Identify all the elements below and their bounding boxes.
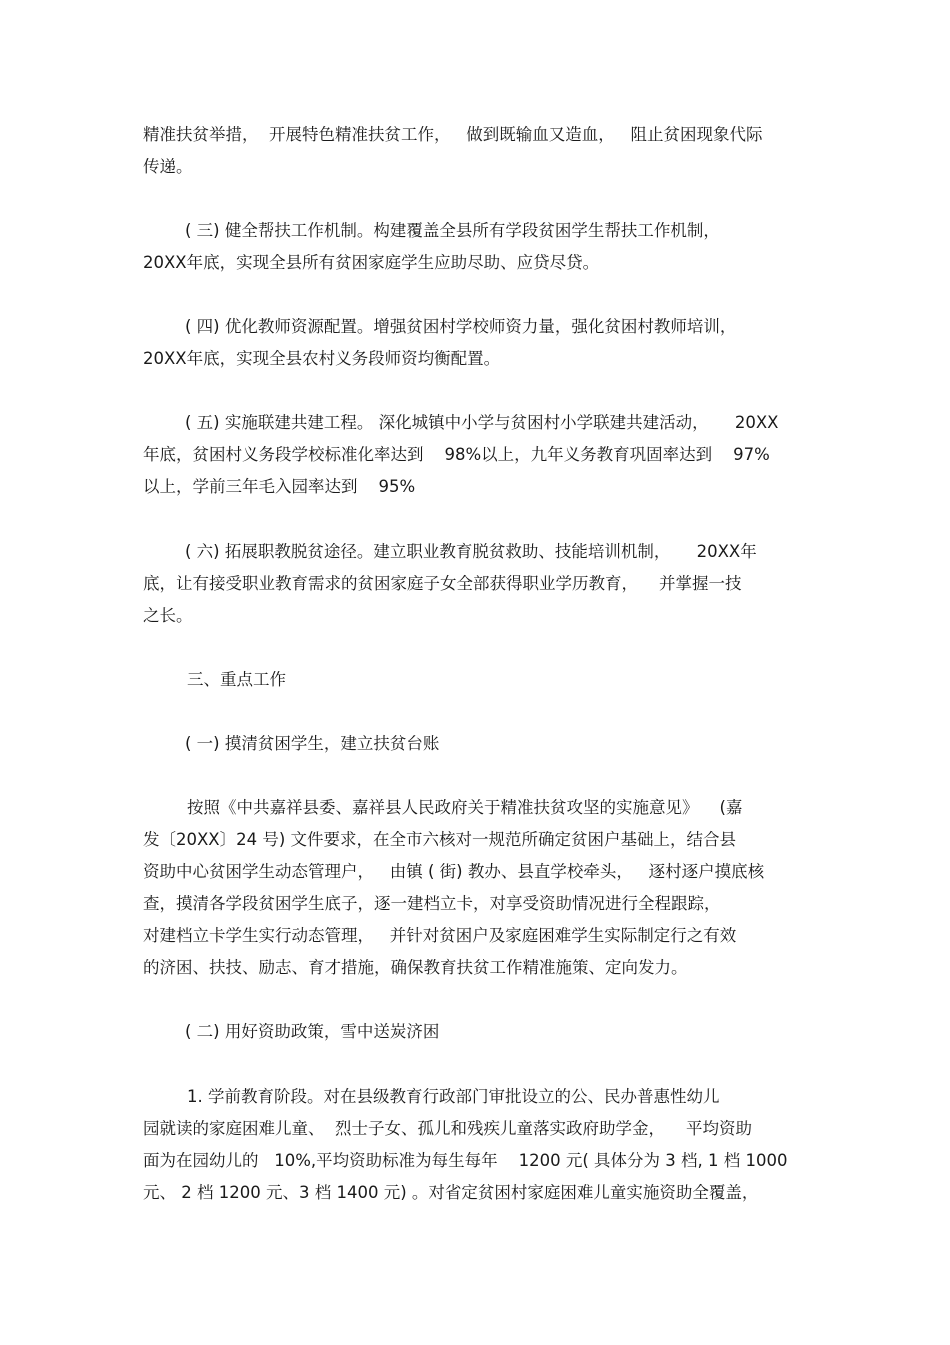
paragraph-line: 资助中心贫困学生动态管理户， 由镇 ( 街) 教办、县直学校牵头， 逐村逐户摸底核 [143,862,765,881]
paragraph-line: 查，摸清各学段贫困学生底子，逐一建档立卡，对享受资助情况进行全程跟踪， [143,894,721,913]
paragraph-line: ( 三) 健全帮扶工作机制。构建覆盖全县所有学段贫困学生帮扶工作机制， [185,221,720,240]
paragraph-line: 传递。 [143,157,193,176]
paragraph-line: 元、 2 档 1200 元、3 档 1400 元) 。对省定贫困村家庭困难儿童实施资助全覆盖， [143,1183,759,1202]
paragraph-line: 的济困、扶技、励志、育才措施，确保教育扶贫工作精准施策、定向发力。 [143,958,688,977]
paragraph-line: 底，让有接受职业教育需求的贫困家庭子女全部获得职业学历教育， 并掌握一技 [143,574,742,593]
paragraph-line: ( 五) 实施联建共建工程。 深化城镇中小学与贫困村小学联建共建活动， 20XX [185,413,779,432]
subsection-heading: ( 一) 摸清贫困学生，建立扶贫台账 [185,734,440,753]
section-heading: 三、重点工作 [187,670,286,689]
paragraph-line: 以上，学前三年毛入园率达到 95% [143,477,416,496]
paragraph-line: 对建档立卡学生实行动态管理， 并针对贫困户及家庭困难学生实际制定行之有效 [143,926,737,945]
paragraph-line: 精准扶贫举措， 开展特色精准扶贫工作， 做到既输血又造血， 阻止贫困现象代际 [143,125,763,144]
subsection-heading: ( 二) 用好资助政策，雪中送炭济困 [185,1022,440,1041]
paragraph-line: 1. 学前教育阶段。对在县级教育行政部门审批设立的公、民办普惠性幼儿 [187,1087,720,1106]
paragraph-line: 20XX年底，实现全县所有贫困家庭学生应助尽助、应贷尽贷。 [143,253,600,272]
paragraph-line: 发〔20XX〕24 号) 文件要求，在全市六核对一规范所确定贫困户基础上，结合县 [143,830,737,849]
paragraph-line: 面为在园幼儿的 10%,平均资助标准为每生每年 1200 元( 具体分为 3 档, 1 档 1000 [143,1151,788,1170]
paragraph-line: 年底，贫困村义务段学校标准化率达到 98%以上，九年义务教育巩固率达到 97% [143,445,770,464]
paragraph-line: ( 六) 拓展职教脱贫途径。建立职业教育脱贫救助、技能培训机制， 20XX年 [185,542,757,561]
paragraph-line: ( 四) 优化教师资源配置。增强贫困村学校师资力量，强化贫困村教师培训， [185,317,737,336]
paragraph-line: 按照《中共嘉祥县委、嘉祥县人民政府关于精准扶贫攻坚的实施意见》 (嘉 [187,798,743,817]
paragraph-line: 园就读的家庭困难儿童、 烈士子女、孤儿和残疾儿童落实政府助学金， 平均资助 [143,1119,752,1138]
paragraph-line: 20XX年底，实现全县农村义务段师资均衡配置。 [143,349,501,368]
paragraph-line: 之长。 [143,606,193,625]
